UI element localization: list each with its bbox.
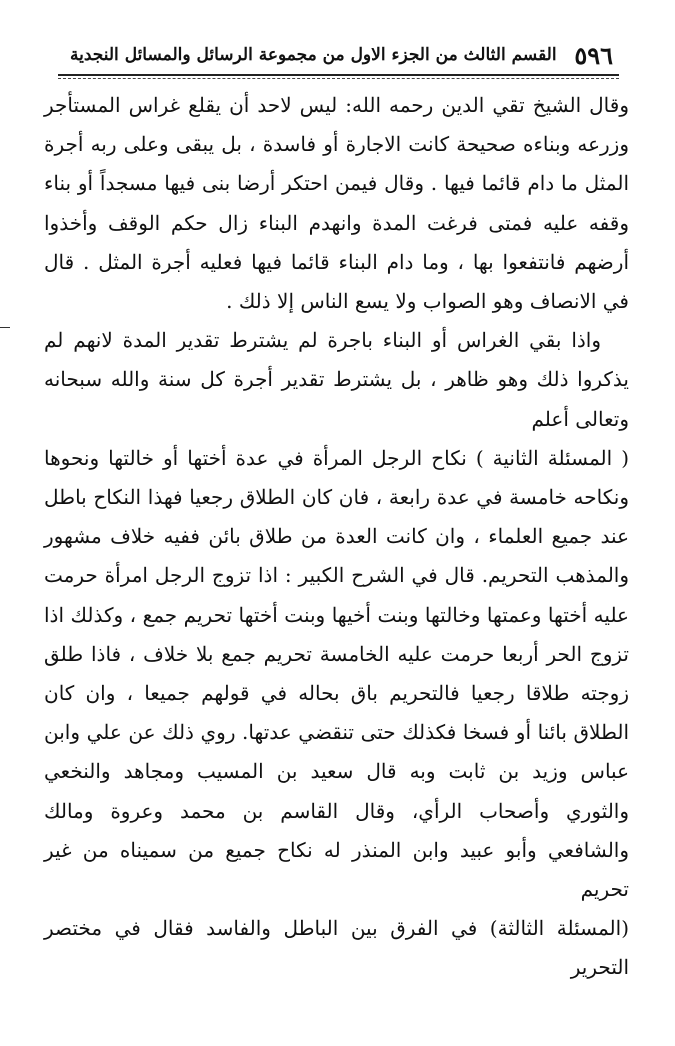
page-header [70, 40, 613, 70]
header-rule [58, 74, 619, 76]
paragraph-second-issue: ( المسئلة الثانية ) نكاح الرجل المرأة في عدة أختها أو خالتها ونحوها ونكاحه خامسة في عدة رابعة ، فان كان الطلاق رجعيا فهذا النكاح باطل عند جميع العلماء ، وان كانت العدة من طلاق بائن ففيه خلاف مشهور والمذهب التحريم. قال في الشرح الكبير : اذا تزوج الرجل امرأة حرمت عليه أختها وعمتها وخالتها وبنت أخيها وبنت أختها تحريم جمع ، وكذلك اذا تزوج الحر أربعا حرمت عليه الخامسة تحريم جمع بلا خلاف ، فاذا طلق زوجته طلاقا رجعيا فالتحريم باق بحاله في قولهم جميعا ، وان كان الطلاق بائنا أو فسخا فكذلك حتى تنقضي عدتها. روي ذلك عن علي وابن عباس وزيد بن ثابت وبه قال سعيد بن المسيب ومجاهد والنخعي والثوري وأصحاب الرأي، وقال القاسم بن محمد وعروة ومالك والشافعي وأبو عبيد وابن المنذر له نكاح جميع من سميناه من غير تحريم [44, 445, 629, 902]
paragraph-rent-ruling: وقال الشيخ تقي الدين رحمه الله: ليس لاحد أن يقلع غراس المستأجر وزرعه وبناءه صحيحة كانت الاجارة أو فاسدة ، بل يبقى وعلى ربه أجرة المثل ما دام قائما فيها . وقال فيمن احتكر أرضا بنى فيها مسجداً أو بناء وقفه عليه فمتى فرغت المدة وانهدم البناء زال حكم الوقف وأخذوا أرضهم فانتفعوا بها ، وما دام البناء قائما فيها فعليه أجرة المثل . قال في الانصاف وهو الصواب ولا يسع الناس إلا ذلك . [44, 93, 629, 314]
margin-mark [0, 327, 10, 328]
running-title: القسم الثالث من الجزء الاول من مجموعة الرسائل والمسائل النجدية [70, 45, 557, 65]
body-text [44, 86, 629, 988]
paragraph-third-issue: (المسئلة الثالثة) في الفرق بين الباطل والفاسد فقال في مختصر التحرير [44, 916, 629, 980]
paragraph-lease-duration: واذا بقي الغراس أو البناء باجرة لم يشترط تقدير المدة لانهم لم يذكروا ذلك وهو ظاهر ، بل يشترط تقدير أجرة كل سنة والله سبحانه وتعالى أعلم [44, 328, 629, 431]
page-number: ٥٩٦ [574, 40, 613, 70]
header-rule-dashed [58, 78, 619, 79]
